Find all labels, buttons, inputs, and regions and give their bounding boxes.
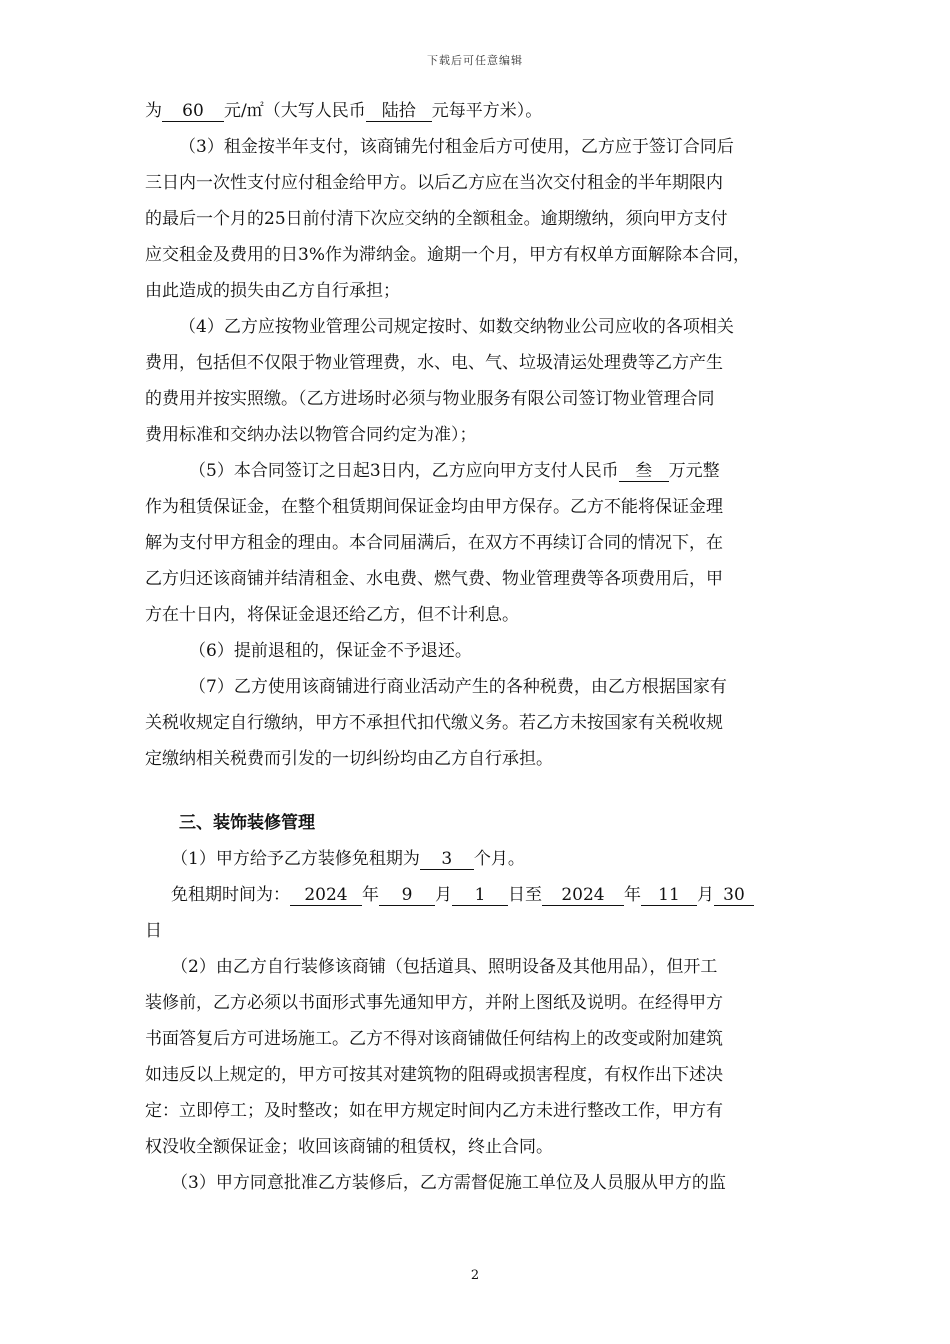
section-3-item-2-line: 如违反以上规定的，甲方可按其对建筑物的阻碍或损害程度，有权作出下述决 <box>145 1065 723 1085</box>
clause-3-line: 三日内一次性支付应付租金给甲方。以后乙方应在当次交付租金的半年期限内 <box>145 173 723 193</box>
clause-4-line: 费用标准和交纳办法以物管合同约定为准）； <box>145 425 477 445</box>
clause-4-line: 的费用并按实照缴。（乙方进场时必须与物业服务有限公司签订物业管理合同 <box>145 389 715 409</box>
section-3-item-2-line: 装修前，乙方必须以书面形式事先通知甲方，并附上图纸及说明。在经得甲方 <box>145 993 723 1013</box>
start-day: 1 <box>452 885 508 906</box>
document-body <box>145 93 817 1201</box>
rent-unit-text: 元/㎡（大写人民币 <box>224 101 366 121</box>
section-gap <box>145 777 817 805</box>
rent-unit-suffix: 元每平方米）。 <box>431 101 543 121</box>
start-month: 9 <box>379 885 435 906</box>
end-day: 30 <box>714 885 754 906</box>
section-3-item-1 <box>145 841 817 877</box>
rent-line <box>145 93 817 129</box>
end-year: 2024 <box>542 885 624 906</box>
clause-7-line: 关税收规定自行缴纳，甲方不承担代扣代缴义务。若乙方未按国家有关税收规 <box>145 713 723 733</box>
clause-7-line: （7）乙方使用该商铺进行商业活动产生的各种税费，由乙方根据国家有 <box>189 677 727 697</box>
section-3-item-2-line: 权没收全额保证金；收回该商铺的租赁权，终止合同。 <box>145 1137 553 1157</box>
section-3-item-2-line: 定：立即停工；及时整改；如在甲方规定时间内乙方未进行整改工作，甲方有 <box>145 1101 723 1121</box>
clause-7-line: 定缴纳相关税费而引发的一切纠纷均由乙方自行承担。 <box>145 749 553 769</box>
item-1-suffix: 个月。 <box>473 849 525 869</box>
rent-unit-price-upper: 陆拾 <box>366 101 432 122</box>
deposit-amount: 叁 <box>619 461 669 482</box>
end-month: 11 <box>641 885 697 906</box>
clause-3-line: 的最后一个月的25日前付清下次应交纳的全额租金。逾期缴纳，须向甲方支付 <box>145 209 728 229</box>
section-3-item-2-line: 书面答复后方可进场施工。乙方不得对该商铺做任何结构上的改变或附加建筑 <box>145 1029 723 1049</box>
section-3-item-3-line: （3）甲方同意批准乙方装修后，乙方需督促施工单位及人员服从甲方的监 <box>171 1173 726 1193</box>
clause-5-line: 方在十日内，将保证金退还给乙方，但不计利息。 <box>145 605 519 625</box>
rent-unit-price: 60 <box>162 101 224 122</box>
clause-5-line: 解为支付甲方租金的理由。本合同届满后，在双方不再续订合同的情况下，在 <box>145 533 723 553</box>
clause-3-line: 应交租金及费用的日3%作为滞纳金。逾期一个月，甲方有权单方面解除本合同， <box>145 245 750 265</box>
period-label: 免租期时间为： <box>171 885 290 905</box>
clause-5-line: 乙方归还该商铺并结清租金、水电费、燃气费、物业管理费等各项费用后，甲 <box>145 569 723 589</box>
clause-4-line: （4）乙方应按物业管理公司规定按时、如数交纳物业公司应收的各项相关 <box>179 317 734 337</box>
clause-5-line: 作为租赁保证金，在整个租赁期间保证金均由甲方保存。乙方不能将保证金理 <box>145 497 723 517</box>
free-rent-period-line <box>145 877 817 913</box>
clause-6-line: （6）提前退租的，保证金不予退还。 <box>189 641 472 661</box>
clause-3-line: （3）租金按半年支付，该商铺先付租金后方可使用，乙方应于签订合同后 <box>179 137 734 157</box>
month-unit: 月 <box>435 885 452 905</box>
day-to-text: 日至 <box>508 885 542 905</box>
start-year: 2024 <box>290 885 362 906</box>
year-unit: 年 <box>624 885 641 905</box>
clause-3-line: 由此造成的损失由乙方自行承担； <box>145 281 400 301</box>
clause-5-suffix: 万元整 <box>668 461 720 481</box>
clause-4-line: 费用，包括但不仅限于物业管理费，水、电、气、垃圾清运处理费等乙方产生 <box>145 353 723 373</box>
page-header: 下载后可任意编辑 <box>427 54 523 67</box>
rent-prefix: 为 <box>145 101 162 121</box>
free-rent-months: 3 <box>420 849 474 870</box>
clause-5-prefix: （5）本合同签订之日起3日内，乙方应向甲方支付人民币 <box>189 461 619 481</box>
section-3-item-2-line: （2）由乙方自行装修该商铺（包括道具、照明设备及其他用品），但开工 <box>171 957 718 977</box>
day-unit-line: 日 <box>145 921 162 941</box>
section-3-title: 三、装饰装修管理 <box>179 813 315 833</box>
clause-5-first-line <box>145 453 817 489</box>
year-unit: 年 <box>362 885 379 905</box>
item-1-prefix: （1）甲方给予乙方装修免租期为 <box>171 849 420 869</box>
page-number: 2 <box>470 1268 480 1283</box>
month-unit: 月 <box>697 885 714 905</box>
